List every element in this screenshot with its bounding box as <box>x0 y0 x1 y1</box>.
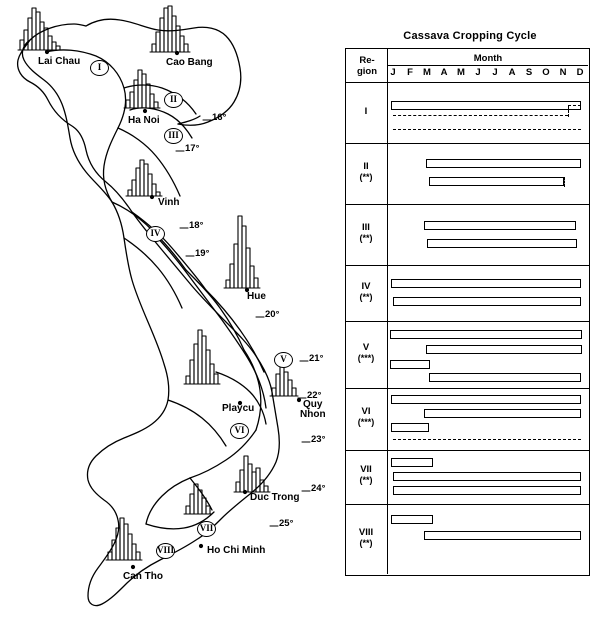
month-tick-j1: J <box>390 67 396 78</box>
row-label-ii-stars: (**) <box>359 172 373 182</box>
bar-iv-1 <box>391 279 581 288</box>
bar-vi-4-dashed <box>393 439 581 440</box>
bar-ii-1 <box>426 159 581 168</box>
bar-i-2-riser <box>568 106 569 117</box>
row-label-viii-name: VIII <box>358 527 374 538</box>
bar-iii-2 <box>427 239 577 248</box>
city-dot-can-tho <box>131 565 135 569</box>
map-region-marker-v: V <box>274 352 293 368</box>
row-label-viii-stars: (**) <box>359 538 373 548</box>
row-label-v-stars: (***) <box>357 353 375 363</box>
divider-month-header <box>387 65 588 66</box>
divider-region-column <box>387 49 388 574</box>
city-dot-duc-trong <box>243 490 247 494</box>
city-dot-quy-nhon <box>297 398 301 402</box>
latitude-ticks <box>176 120 310 526</box>
bar-v-1 <box>390 330 582 339</box>
region-boundary-16 <box>124 238 182 308</box>
region-boundary-3 <box>124 85 196 114</box>
map-label-ha-noi: Ha Noi <box>128 115 160 126</box>
bar-ii-2-end <box>564 177 565 187</box>
bar-iii-1 <box>424 221 576 230</box>
map-region-marker-iii: III <box>164 128 183 144</box>
row-label-iii-stars: (**) <box>359 233 373 243</box>
row-label-vi-name: VI <box>361 406 371 417</box>
region-boundary-13 <box>146 478 190 524</box>
region-boundary-12 <box>190 430 256 478</box>
lat-label-17: 17° <box>185 143 200 154</box>
chart-title: Cassava Cropping Cycle <box>403 30 537 42</box>
map-histogram-ho-chi-minh <box>184 484 212 514</box>
lat-label-20: 20° <box>265 309 280 320</box>
map-region-marker-iv: IV <box>146 226 165 242</box>
map-label-hue: Hue <box>247 291 266 302</box>
map-region-marker-i: I <box>90 60 109 76</box>
header-month: Month <box>473 53 503 64</box>
map-region-marker-vi: VI <box>230 423 249 439</box>
row-label-iii <box>346 222 386 244</box>
map-label-vinh: Vinh <box>158 197 180 208</box>
map-label-duc-trong: Duc Trong <box>250 492 300 503</box>
bar-vi-2 <box>424 409 581 418</box>
month-tick-o: O <box>542 67 550 78</box>
map-histogram-vinh <box>126 160 162 196</box>
bar-viii-1 <box>391 515 433 524</box>
month-tick-j3: J <box>492 67 498 78</box>
row-label-v-name: V <box>362 342 370 353</box>
city-dot-vinh <box>150 195 154 199</box>
bar-vi-1 <box>391 395 581 404</box>
map-label-quy: Quy <box>303 399 323 410</box>
bar-vii-1 <box>391 458 433 467</box>
row-label-iii-name: III <box>362 222 370 233</box>
map-label-playcu: Playcu <box>222 403 255 414</box>
month-tick-a2: A <box>508 67 516 78</box>
bar-vi-3 <box>391 423 429 432</box>
month-tick-d: D <box>576 67 584 78</box>
cassava-cropping-cycle-panel <box>340 0 600 633</box>
row-divider-4 <box>346 321 589 322</box>
map-label-lai-chau: Lai Chau <box>38 56 81 67</box>
bar-i-3-dashed <box>393 129 581 130</box>
lat-label-22: 22° <box>307 390 322 401</box>
map-label-ho-chi-minh: Ho Chi Minh <box>207 545 266 556</box>
row-label-vi <box>346 406 386 428</box>
divider-header-bottom <box>346 82 589 83</box>
bar-i-1 <box>391 101 581 110</box>
cropping-cycle-table <box>345 48 590 576</box>
city-dot-cao-bang <box>175 51 179 55</box>
lat-label-19: 19° <box>195 248 210 259</box>
row-label-iv-stars: (**) <box>359 292 373 302</box>
month-tick-s: S <box>525 67 533 78</box>
bar-i-2-dashed <box>393 115 568 116</box>
map-histogram-lai-chau <box>18 8 62 50</box>
month-tick-a1: A <box>440 67 448 78</box>
city-dot-ha-noi <box>143 109 147 113</box>
row-label-iv <box>346 281 386 303</box>
month-tick-f: F <box>407 67 413 78</box>
month-tick-j2: J <box>475 67 481 78</box>
city-dot-ho-chi-minh <box>199 544 203 548</box>
region-boundary-17 <box>168 400 226 446</box>
lat-label-23: 23° <box>311 434 326 445</box>
header-region <box>348 55 386 77</box>
region-boundary-10 <box>244 350 261 430</box>
bar-vii-3 <box>393 486 581 495</box>
header-region-line1: Re- <box>359 55 375 66</box>
row-label-vii-name: VII <box>360 464 372 475</box>
month-tick-m1: M <box>423 67 431 78</box>
bar-v-3 <box>390 360 430 369</box>
bar-i-2-top <box>568 105 581 106</box>
map-histogram-central <box>184 330 220 384</box>
row-label-v <box>346 342 386 364</box>
map-histogram-hue <box>224 216 260 288</box>
row-label-i <box>346 106 386 117</box>
row-divider-6 <box>346 450 589 451</box>
map-label-can-tho: Can Tho <box>123 571 163 582</box>
row-divider-5 <box>346 388 589 389</box>
lat-label-24: 24° <box>311 483 326 494</box>
row-divider-1 <box>346 143 589 144</box>
lat-label-18: 18° <box>189 220 204 231</box>
row-label-viii <box>346 527 386 549</box>
bar-iv-2 <box>393 297 581 306</box>
row-label-vi-stars: (***) <box>357 417 375 427</box>
month-tick-n: N <box>559 67 567 78</box>
northern-border <box>86 19 241 125</box>
lat-label-21: 21° <box>309 353 324 364</box>
header-region-line2: gion <box>356 66 378 77</box>
row-divider-2 <box>346 204 589 205</box>
map-label-nhon: Nhon <box>300 409 326 420</box>
row-label-i-name: I <box>364 106 368 117</box>
map-label-cao-bang: Cao Bang <box>166 57 213 68</box>
row-label-ii-name: II <box>363 161 369 172</box>
map-histogram-ha-noi <box>124 70 160 108</box>
row-label-iv-name: IV <box>361 281 371 292</box>
map-region-marker-viii: VIII <box>156 543 175 559</box>
month-tick-m2: M <box>457 67 465 78</box>
row-divider-3 <box>346 265 589 266</box>
map-histogram-can-tho <box>106 518 142 560</box>
bar-ii-2 <box>429 177 564 186</box>
map-histogram-duc-trong <box>234 456 270 492</box>
city-dot-lai-chau <box>45 50 49 54</box>
row-label-vii <box>346 464 386 486</box>
bar-vii-2 <box>393 472 581 481</box>
row-label-vii-stars: (**) <box>359 475 373 485</box>
bar-v-4 <box>429 373 581 382</box>
lat-label-16: 16° <box>212 112 227 123</box>
row-divider-7 <box>346 504 589 505</box>
bar-v-2 <box>426 345 582 354</box>
map-region-marker-vii: VII <box>197 521 216 537</box>
lat-label-25: 25° <box>279 518 294 529</box>
bar-viii-2 <box>424 531 581 540</box>
map-region-marker-ii: II <box>164 92 183 108</box>
row-label-ii <box>346 161 386 183</box>
